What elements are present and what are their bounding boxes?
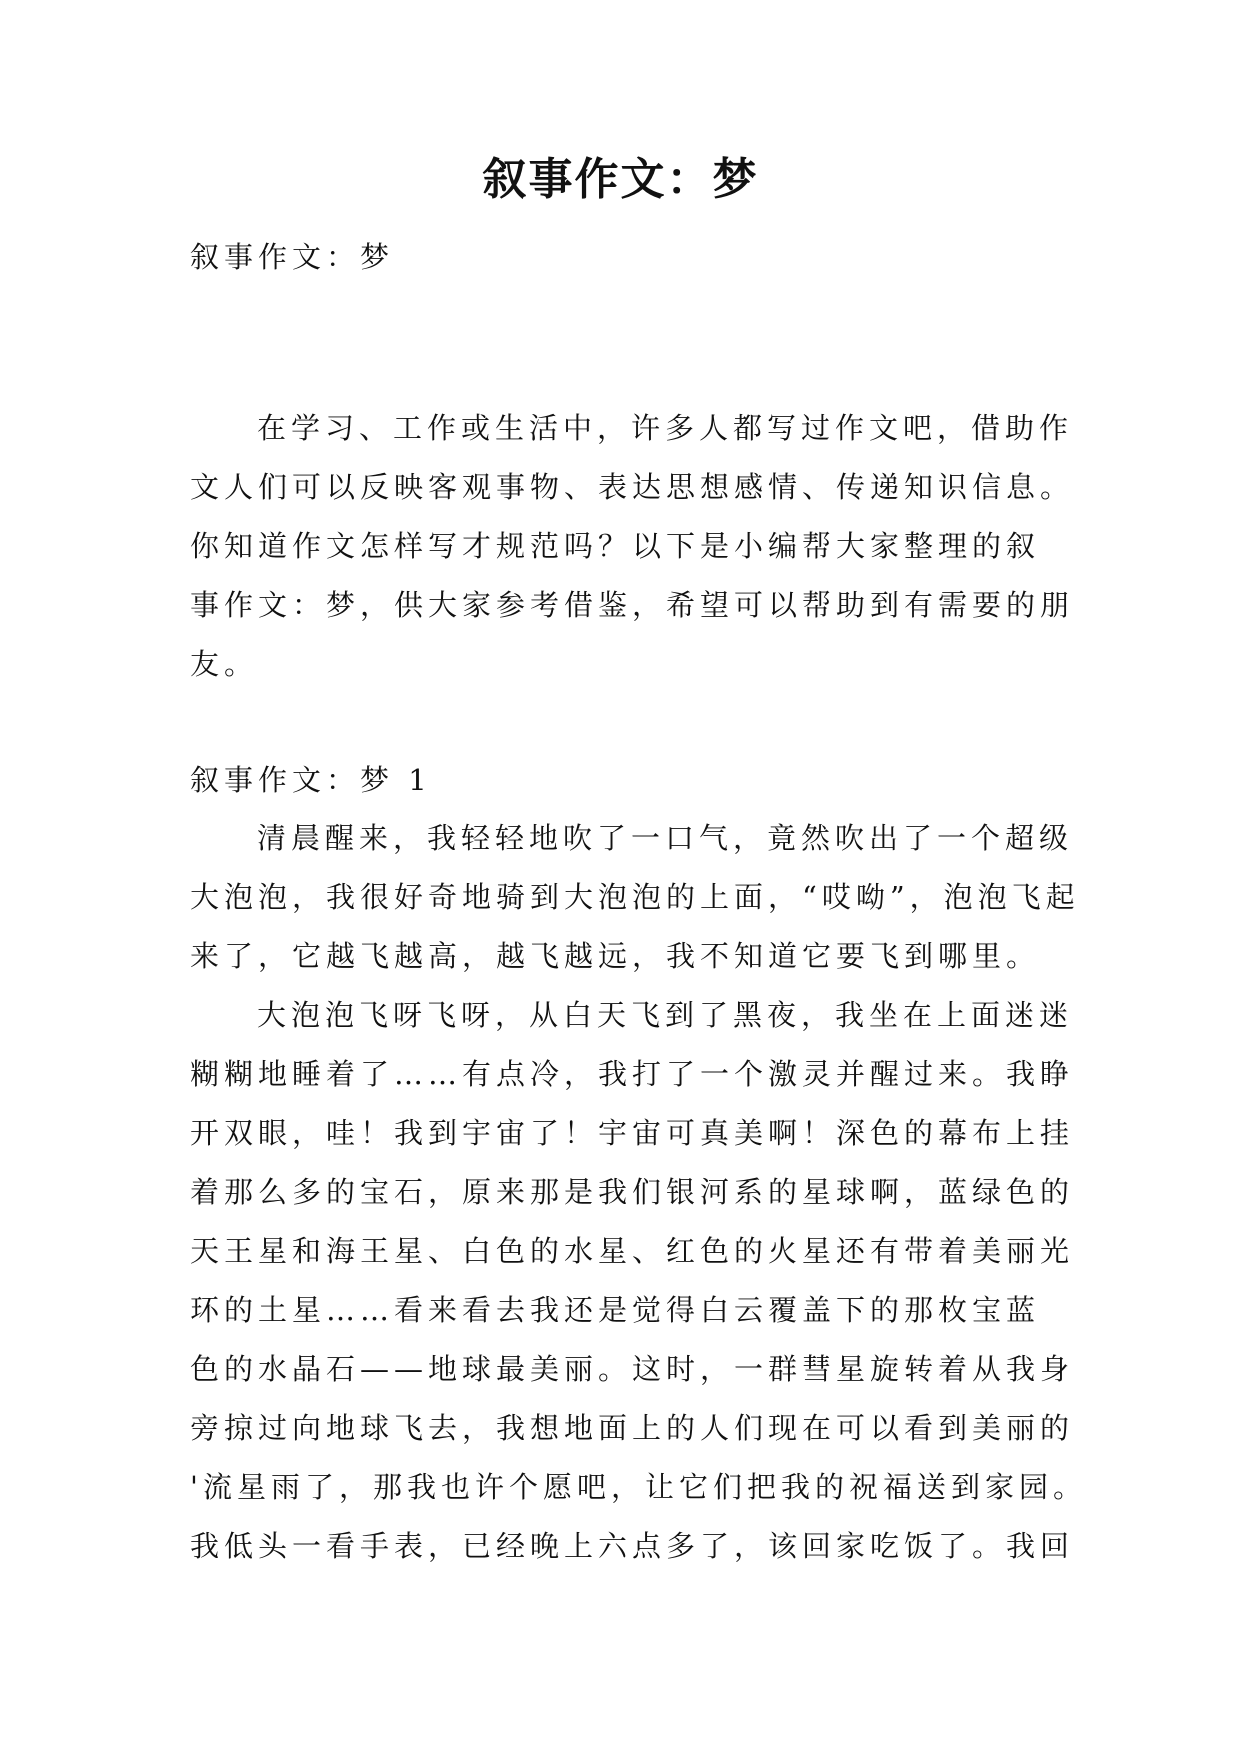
intro-line-3: 你知道作文怎样写才规范吗？以下是小编帮大家整理的叙 [190,529,1041,563]
para2-line-5: 天王星和海王星、白色的水星、红色的火星还有带着美丽光 [190,1234,1075,1268]
para1-line-1: 清晨醒来，我轻轻地吹了一口气，竟然吹出了一个超级 [257,821,1074,855]
intro-line-4: 事作文：梦，供大家参考借鉴，希望可以帮助到有需要的朋 [190,588,1075,622]
para2-line-3: 开双眼，哇！我到宇宙了！宇宙可真美啊！深色的幕布上挂 [190,1116,1075,1150]
para2-line-7: 色的水晶石——地球最美丽。这时，一群彗星旋转着从我身 [190,1352,1075,1386]
intro-line-2: 文人们可以反映客观事物、表达思想感情、传递知识信息。 [190,470,1075,504]
para2-line-8: 旁掠过向地球飞去，我想地面上的人们现在可以看到美丽的 [190,1411,1075,1445]
section-heading: 叙事作文：梦 1 [190,763,432,797]
intro-line-1: 在学习、工作或生活中，许多人都写过作文吧，借助作 [257,411,1074,445]
para2-line-4: 着那么多的宝石，原来那是我们银河系的星球啊，蓝绿色的 [190,1175,1075,1209]
para1-line-2: 大泡泡，我很好奇地骑到大泡泡的上面，“哎呦”，泡泡飞起 [190,880,1080,914]
para1-line-3: 来了，它越飞越高，越飞越远，我不知道它要飞到哪里。 [190,939,1041,973]
intro-line-5: 友。 [190,647,259,681]
document-title: 叙事作文：梦 [482,154,759,205]
para2-line-9: '流星雨了，那我也许个愿吧，让它们把我的祝福送到家园。 [190,1470,1087,1504]
para2-line-2: 糊糊地睡着了……有点冷，我打了一个激灵并醒过来。我睁 [190,1057,1075,1091]
para2-line-6: 环的土星……看来看去我还是觉得白云覆盖下的那枚宝蓝 [190,1293,1041,1327]
document-subtitle: 叙事作文：梦 [190,240,395,274]
para2-line-1: 大泡泡飞呀飞呀，从白天飞到了黑夜，我坐在上面迷迷 [257,998,1074,1032]
para2-line-10: 我低头一看手表，已经晚上六点多了，该回家吃饭了。我回 [190,1529,1075,1563]
